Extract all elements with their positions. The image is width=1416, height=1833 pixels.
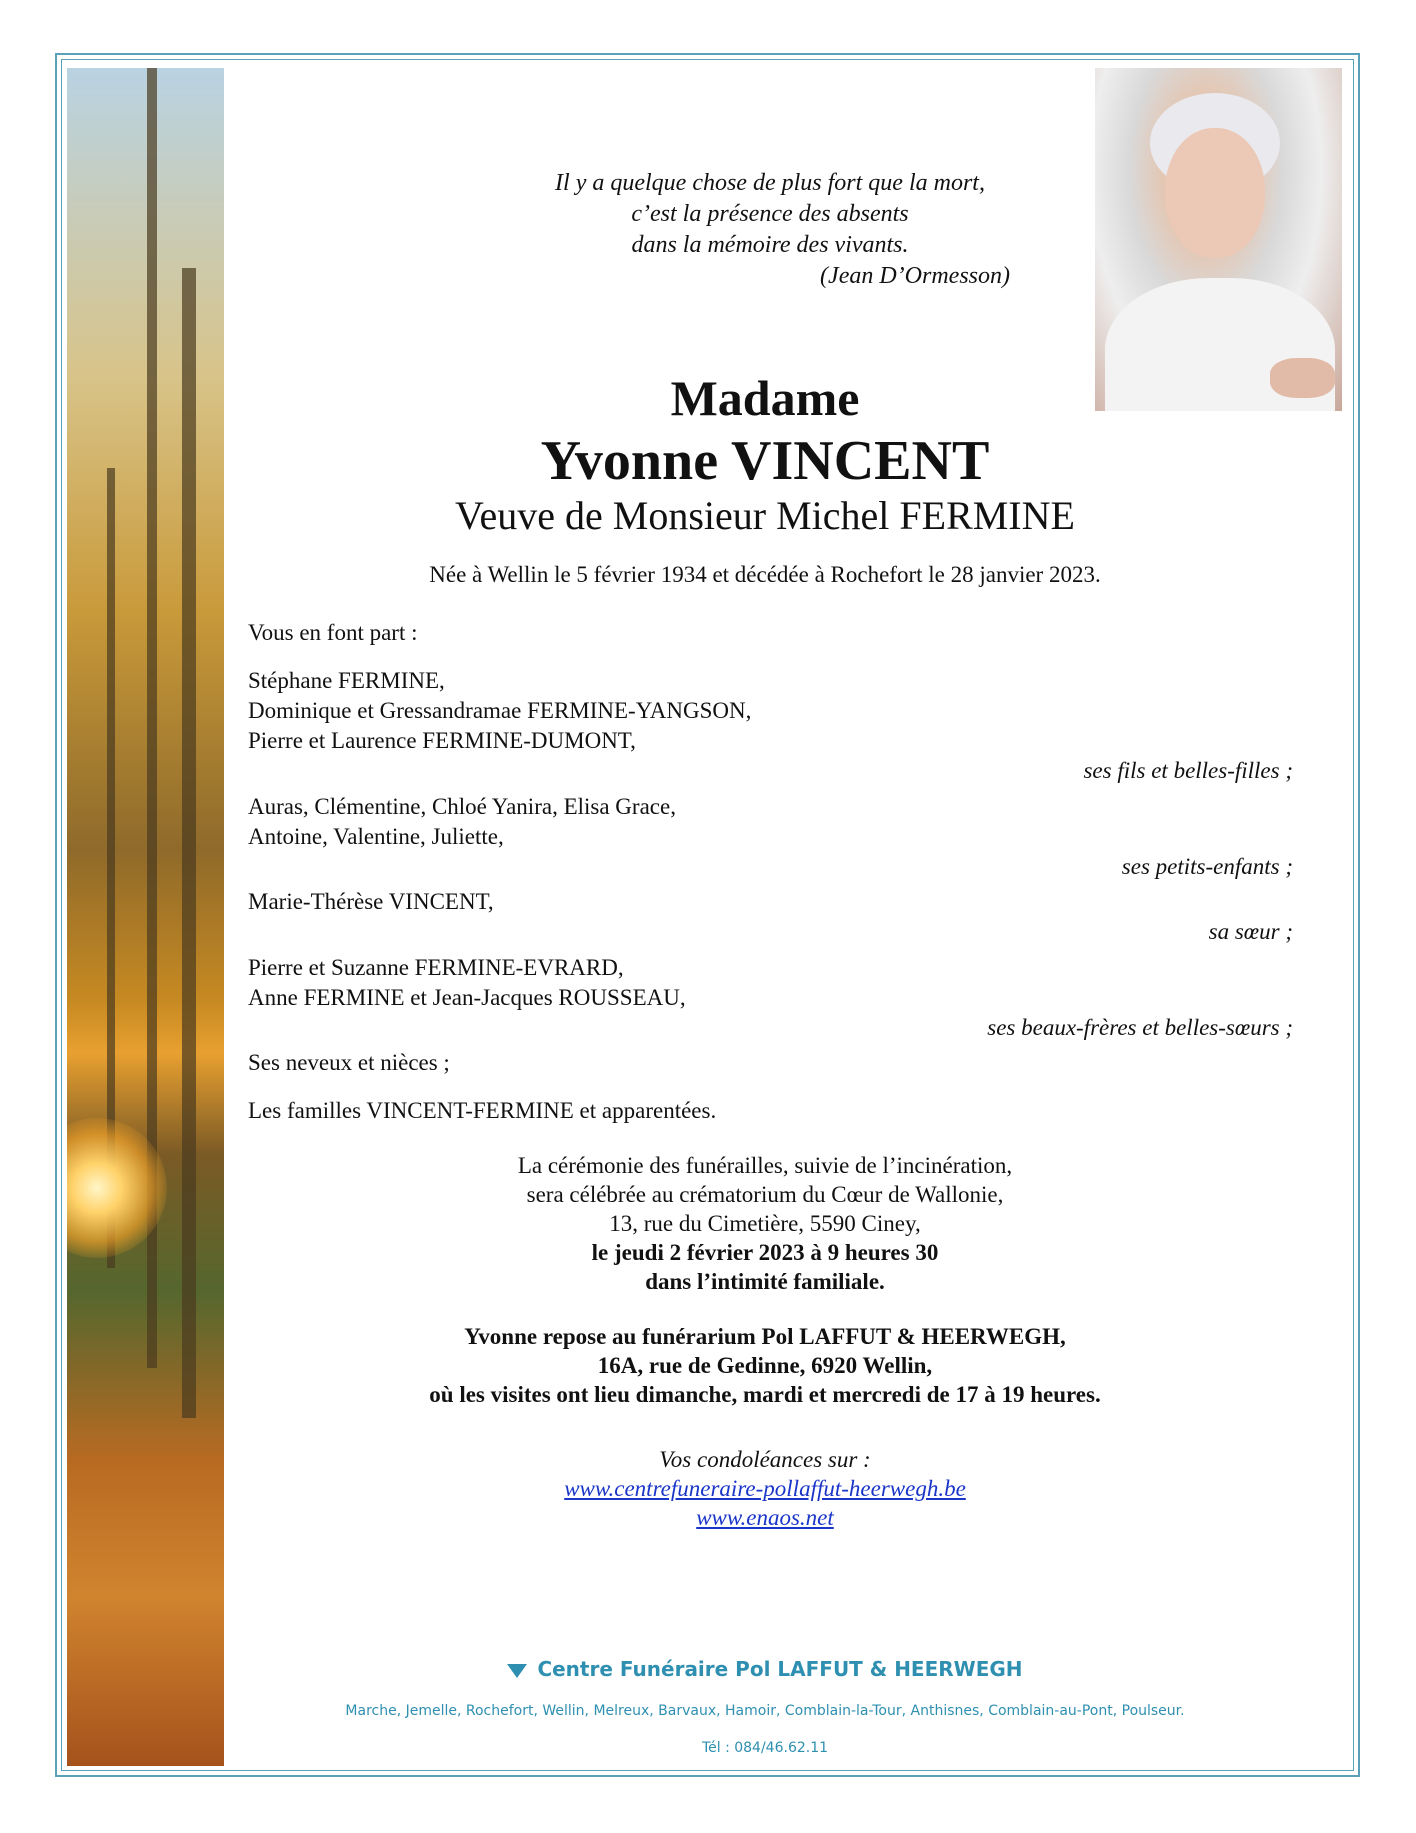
family-name: Dominique et Gressandramae FERMINE-YANGSON,: [248, 698, 752, 723]
birth-death-line: Née à Wellin le 5 février 1934 et décédée à Rochefort le 28 janvier 2023.: [429, 562, 1101, 587]
family-relation: ses beaux-frères et belles-sœurs ;: [987, 1015, 1293, 1040]
epigraph-quote: [520, 168, 1020, 292]
spouse-line: Veuve de Monsieur Michel FERMINE: [455, 493, 1075, 538]
company-name: Centre Funéraire Pol LAFFUT & HEERWEGH: [537, 1657, 1023, 1681]
laying-line: 16A, rue de Gedinne, 6920 Wellin,: [597, 1353, 933, 1378]
enaos-link[interactable]: www.enaos.net: [696, 1505, 834, 1530]
nephews-line: Ses neveux et nièces ;: [248, 1050, 450, 1075]
condolences-label: Vos condoléances sur :: [659, 1447, 871, 1472]
tree-trunk: [182, 268, 196, 1418]
autumn-trees-image: [67, 68, 224, 1766]
family-name: Pierre et Laurence FERMINE-DUMONT,: [248, 728, 636, 753]
ceremony-line: 13, rue du Cimetière, 5590 Ciney,: [609, 1211, 921, 1236]
family-relation: ses petits-enfants ;: [1121, 854, 1293, 879]
laying-line: où les visites ont lieu dimanche, mardi et mercredi de 17 à 19 heures.: [429, 1382, 1101, 1407]
portrait-face: [1165, 128, 1265, 258]
ceremony-privacy: dans l’intimité familiale.: [645, 1269, 885, 1294]
quote-line: Il y a quelque chose de plus fort que la mort,: [555, 170, 985, 196]
quote-line: dans la mémoire des vivants.: [631, 232, 909, 258]
family-name: Marie-Thérèse VINCENT,: [248, 889, 494, 914]
family-group: [248, 666, 1293, 786]
family-name: Auras, Clémentine, Chloé Yanira, Elisa Grace,: [248, 794, 676, 819]
deceased-name: Yvonne VINCENT: [540, 430, 990, 492]
footer-locations: Marche, Jemelle, Rochefort, Wellin, Melreux, Barvaux, Hamoir, Comblain-la-Tour, Anthisnes, Comblain-au-Pont, Poulseur.: [345, 1703, 1185, 1719]
family-relation: ses fils et belles-filles ;: [1083, 758, 1293, 783]
family-relation: sa sœur ;: [1208, 919, 1293, 944]
portrait-photo: [1095, 68, 1342, 411]
family-group: [248, 953, 1293, 1043]
funeral-home-link[interactable]: www.centrefuneraire-pollaffut-heerwegh.be: [564, 1476, 966, 1501]
family-name: Pierre et Suzanne FERMINE-EVRARD,: [248, 955, 624, 980]
triangle-down-icon: [507, 1664, 527, 1678]
ceremony-line: La cérémonie des funérailles, suivie de l’incinération,: [517, 1153, 1013, 1178]
footer-phone: Tél : 084/46.62.11: [701, 1740, 829, 1756]
condolences-block: [240, 1445, 1290, 1532]
families-line: Les familles VINCENT-FERMINE et apparentées.: [248, 1098, 717, 1123]
footer-company: [240, 1657, 1290, 1681]
family-group: [248, 887, 1293, 947]
quote-author: (Jean D’Ormesson): [820, 263, 1010, 289]
laying-line: Yvonne repose au funérarium Pol LAFFUT & HEERWEGH,: [464, 1324, 1066, 1349]
family-intro: Vous en font part :: [248, 620, 418, 645]
family-name: Anne FERMINE et Jean-Jacques ROUSSEAU,: [248, 985, 686, 1010]
laying-in-state-block: [240, 1322, 1290, 1409]
family-name: Stéphane FERMINE,: [248, 668, 445, 693]
honorific-title: Madame: [670, 370, 860, 426]
quote-line: c’est la présence des absents: [631, 201, 909, 227]
ceremony-line: sera célébrée au crématorium du Cœur de Wallonie,: [526, 1182, 1004, 1207]
family-group: [248, 792, 1293, 882]
ceremony-date: le jeudi 2 février 2023 à 9 heures 30: [591, 1240, 939, 1265]
ceremony-block: [240, 1151, 1290, 1296]
family-name: Antoine, Valentine, Juliette,: [248, 824, 504, 849]
